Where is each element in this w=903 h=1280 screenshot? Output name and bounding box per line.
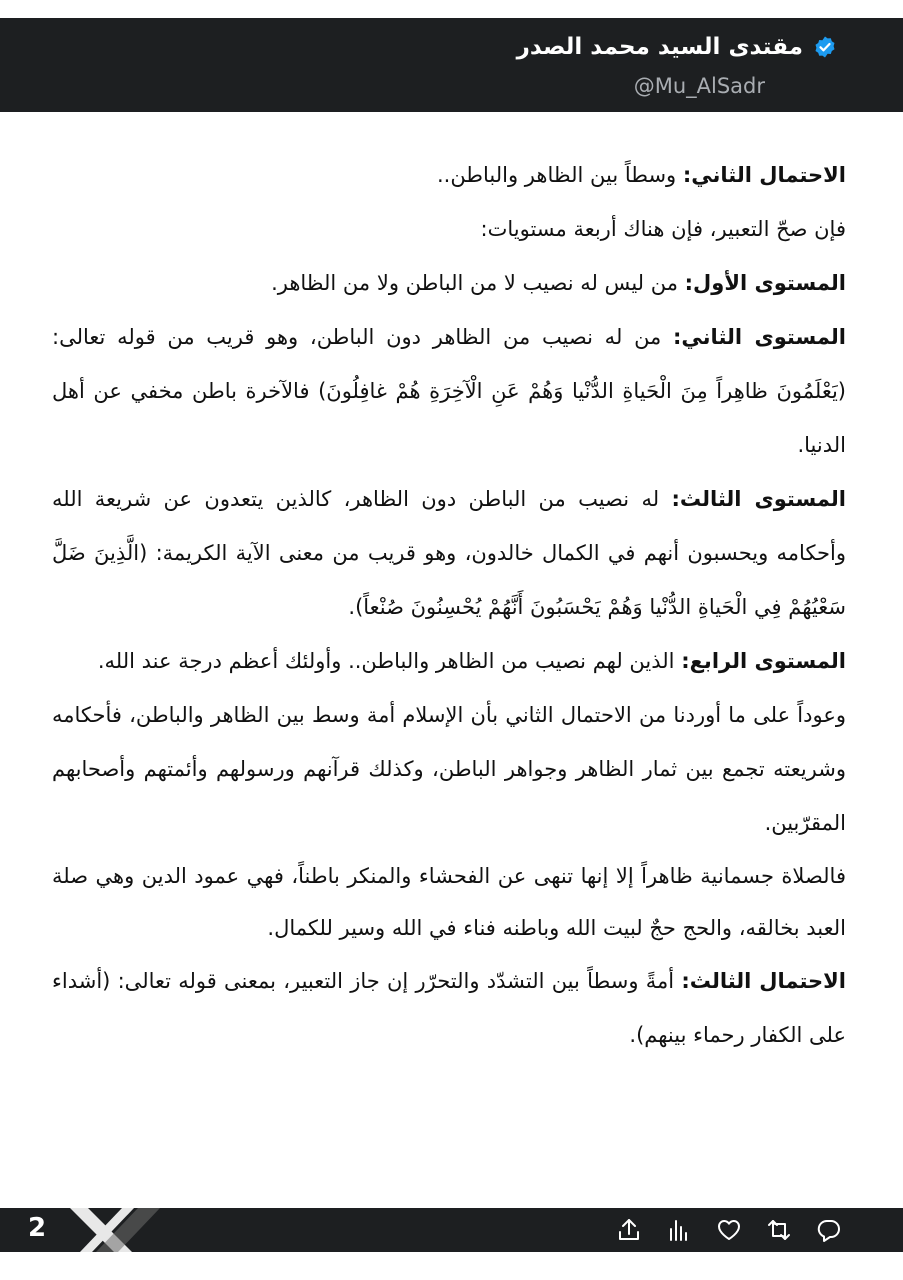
paragraph-3-label: المستوى الأول: [684, 271, 846, 295]
x-logo-icon [62, 1208, 162, 1252]
reply-icon[interactable] [815, 1216, 843, 1244]
paragraph-7-text: وعوداً على ما أوردنا من الاحتمال الثاني بأن الإسلام أمة وسط بين الظاهر والباطن، فأحكامه وشريعته تجمع بين ثمار الظاهر وجواهر الباطن، وكذلك قرآنهم ورسولهم وأئمتهم وأصحابهم المقرّبين. [52, 703, 846, 835]
like-icon[interactable] [715, 1216, 743, 1244]
paragraph-1-text: وسطاً بين الظاهر والباطن.. [436, 163, 683, 187]
paragraph-1 [52, 148, 846, 202]
retweet-icon[interactable] [765, 1216, 793, 1244]
paragraph-7 [52, 688, 846, 850]
paragraph-9-label: الاحتمال الثالث: [681, 969, 847, 993]
paragraph-2-text: فإن صحّ التعبير، فإن هناك أربعة مستويات: [480, 217, 846, 241]
paragraph-6-text: الذين لهم نصيب من الظاهر والباطن.. وأولئك أعظم درجة عند الله. [97, 649, 682, 673]
verified-badge-icon [813, 35, 837, 59]
author-name-row[interactable] [517, 34, 837, 60]
views-icon[interactable] [665, 1216, 693, 1244]
author-display-name[interactable]: مقتدى السيد محمد الصدر [516, 34, 803, 60]
paragraph-5-label: المستوى الثالث: [671, 487, 846, 511]
paragraph-8 [52, 850, 846, 954]
footer-bar [0, 1208, 903, 1252]
page-number: 2 [28, 1213, 47, 1243]
author-handle[interactable]: @Mu_AlSadr [633, 74, 765, 98]
paragraph-3-text: من ليس له نصيب لا من الباطن ولا من الظاهر. [271, 271, 685, 295]
paragraph-6 [52, 634, 846, 688]
paragraph-4-label: المستوى الثاني: [673, 325, 846, 349]
paragraph-5 [52, 472, 846, 634]
paragraph-1-label: الاحتمال الثاني: [682, 163, 846, 187]
paragraph-8-text: فالصلاة جسمانية ظاهراً إلا إنها تنهى عن الفحشاء والمنكر باطناً، فهي عمود الدين وهي صلة العبد بخالقه، والحج حجٌ لبيت الله وباطنه فناء في الله وسير للكمال. [52, 864, 846, 940]
tweet-actions [615, 1216, 843, 1244]
tweet-body [52, 148, 846, 1062]
paragraph-2 [52, 202, 846, 256]
paragraph-9 [52, 954, 846, 1062]
tweet-header [0, 18, 903, 112]
paragraph-4-text: من له نصيب من الظاهر دون الباطن، وهو قريب من قوله تعالى: (يَعْلَمُونَ ظاهِراً مِنَ الْحَياةِ الدُّنْيا وَهُمْ عَنِ الْآخِرَةِ هُمْ غافِلُونَ) فالآخرة باطن مخفي عن أهل الدنيا. [52, 325, 846, 457]
paragraph-6-label: المستوى الرابع: [681, 649, 846, 673]
share-icon[interactable] [615, 1216, 643, 1244]
paragraph-9-text: أمةً وسطاً بين التشدّد والتحرّر إن جاز التعبير، بمعنى قوله تعالى: (أشداء على الكفار رحماء بينهم). [52, 969, 846, 1047]
paragraph-4 [52, 310, 846, 472]
paragraph-5-text: له نصيب من الباطن دون الظاهر، كالذين يتعدون عن شريعة الله وأحكامه ويحسبون أنهم في الكمال خالدون، وهو قريب من معنى الآية الكريمة: (الَّذِينَ ضَلَّ سَعْيُهُمْ فِي الْحَياةِ الدُّنْيا وَهُمْ يَحْسَبُونَ أَنَّهُمْ يُحْسِنُونَ صُنْعاً). [52, 487, 846, 619]
paragraph-3 [52, 256, 846, 310]
